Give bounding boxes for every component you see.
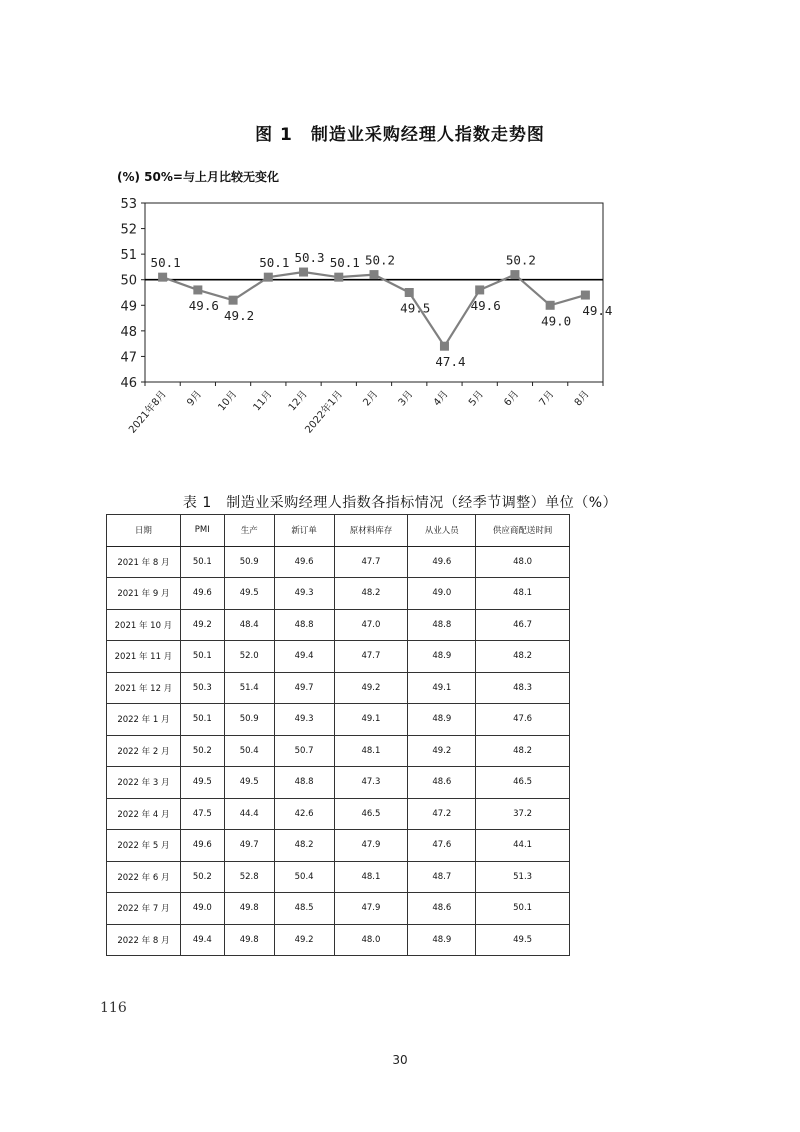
cell-employment: 48.6 [408, 893, 476, 925]
data-point [193, 285, 202, 294]
cell-production: 49.8 [224, 924, 274, 956]
cell-new-orders: 49.3 [274, 704, 334, 736]
x-tick-label: 2022年1月 [303, 388, 346, 436]
cell-raw-materials: 47.0 [334, 609, 408, 641]
pmi-line-chart [0, 185, 800, 465]
cell-pmi: 50.3 [180, 672, 224, 704]
y-tick-label: 52 [120, 222, 137, 238]
cell-new-orders: 42.6 [274, 798, 334, 830]
header-new-orders: 新订单 [274, 515, 334, 547]
data-label: 49.5 [400, 300, 431, 316]
data-label: 50.2 [364, 252, 396, 268]
cell-production: 52.8 [224, 861, 274, 893]
cell-raw-materials: 47.7 [334, 546, 408, 578]
x-tick-label: 8月 [572, 388, 592, 409]
cell-raw-materials: 47.9 [334, 830, 408, 862]
data-point [581, 291, 590, 300]
cell-production: 50.4 [224, 735, 274, 767]
header-employment: 从业人员 [408, 515, 476, 547]
cell-pmi: 49.2 [180, 609, 224, 641]
x-tick-label: 11月 [251, 388, 275, 414]
table-row [107, 830, 570, 862]
data-point [510, 270, 519, 279]
data-point [334, 273, 343, 282]
y-tick-label: 47 [120, 350, 137, 366]
pmi-indicator-table [106, 514, 570, 956]
cell-raw-materials: 48.0 [334, 924, 408, 956]
cell-date: 2021 年 9 月 [107, 578, 181, 610]
cell-employment: 49.6 [408, 546, 476, 578]
header-date: 日期 [107, 515, 181, 547]
y-tick-label: 46 [120, 376, 137, 391]
cell-new-orders: 49.2 [274, 924, 334, 956]
x-tick-label: 3月 [396, 388, 416, 409]
cell-pmi: 50.1 [180, 641, 224, 673]
x-tick-label: 4月 [431, 388, 451, 409]
cell-supplier-delivery: 37.2 [476, 798, 570, 830]
data-point [158, 273, 167, 282]
table-row [107, 609, 570, 641]
cell-new-orders: 50.7 [274, 735, 334, 767]
cell-supplier-delivery: 48.2 [476, 641, 570, 673]
data-label: 49.2 [224, 308, 255, 324]
cell-raw-materials: 48.1 [334, 861, 408, 893]
data-label: 50.1 [329, 255, 360, 271]
table-row [107, 546, 570, 578]
cell-date: 2021 年 11 月 [107, 641, 181, 673]
data-label: 50.2 [505, 252, 536, 268]
cell-new-orders: 48.2 [274, 830, 334, 862]
cell-date: 2021 年 10 月 [107, 609, 181, 641]
data-point [546, 301, 555, 310]
cell-employment: 48.6 [408, 767, 476, 799]
data-point [264, 273, 273, 282]
cell-raw-materials: 47.3 [334, 767, 408, 799]
cell-date: 2022 年 5 月 [107, 830, 181, 862]
header-pmi: PMI [180, 515, 224, 547]
cell-date: 2022 年 8 月 [107, 924, 181, 956]
cell-date: 2021 年 12 月 [107, 672, 181, 704]
cell-date: 2022 年 1 月 [107, 704, 181, 736]
cell-production: 49.8 [224, 893, 274, 925]
cell-employment: 49.1 [408, 672, 476, 704]
data-point [299, 268, 308, 277]
cell-employment: 49.2 [408, 735, 476, 767]
cell-raw-materials: 47.9 [334, 893, 408, 925]
table-row [107, 924, 570, 956]
cell-supplier-delivery: 46.5 [476, 767, 570, 799]
cell-date: 2021 年 8 月 [107, 546, 181, 578]
cell-production: 44.4 [224, 798, 274, 830]
cell-new-orders: 48.5 [274, 893, 334, 925]
cell-production: 50.9 [224, 546, 274, 578]
cell-date: 2022 年 6 月 [107, 861, 181, 893]
cell-date: 2022 年 4 月 [107, 798, 181, 830]
table-caption: 表 1 制造业采购经理人指数各指标情况（经季节调整）单位（%） [182, 495, 618, 511]
cell-new-orders: 50.4 [274, 861, 334, 893]
x-tick-label: 9月 [185, 388, 205, 409]
data-point [405, 288, 414, 297]
cell-employment: 48.8 [408, 609, 476, 641]
header-production: 生产 [224, 515, 274, 547]
cell-supplier-delivery: 48.0 [476, 546, 570, 578]
cell-production: 49.5 [224, 767, 274, 799]
table-row [107, 641, 570, 673]
cell-pmi: 49.4 [180, 924, 224, 956]
y-tick-label: 51 [120, 248, 137, 264]
table-row [107, 704, 570, 736]
table-row [107, 767, 570, 799]
cell-pmi: 50.1 [180, 704, 224, 736]
cell-employment: 48.9 [408, 641, 476, 673]
cell-employment: 47.6 [408, 830, 476, 862]
page-number: 30 [392, 1053, 408, 1067]
cell-pmi: 49.5 [180, 767, 224, 799]
cell-production: 48.4 [224, 609, 274, 641]
cell-supplier-delivery: 48.1 [476, 578, 570, 610]
cell-new-orders: 49.3 [274, 578, 334, 610]
data-point [475, 285, 484, 294]
data-point [370, 270, 379, 279]
cell-pmi: 49.6 [180, 830, 224, 862]
cell-production: 49.7 [224, 830, 274, 862]
x-tick-label: 2021年8月 [127, 388, 169, 436]
cell-raw-materials: 48.1 [334, 735, 408, 767]
y-tick-label: 49 [120, 299, 137, 315]
table-body [107, 546, 570, 956]
page-margin-number: 116 [100, 1000, 127, 1016]
cell-raw-materials: 48.2 [334, 578, 408, 610]
x-tick-label: 10月 [216, 388, 240, 414]
table-row [107, 578, 570, 610]
cell-production: 52.0 [224, 641, 274, 673]
cell-pmi: 50.1 [180, 546, 224, 578]
cell-new-orders: 48.8 [274, 767, 334, 799]
cell-supplier-delivery: 51.3 [476, 861, 570, 893]
data-label: 50.1 [150, 255, 181, 271]
cell-new-orders: 49.6 [274, 546, 334, 578]
y-tick-label: 50 [120, 273, 137, 289]
data-label: 50.3 [294, 250, 325, 266]
cell-supplier-delivery: 48.2 [476, 735, 570, 767]
data-label: 49.6 [470, 297, 501, 313]
cell-supplier-delivery: 44.1 [476, 830, 570, 862]
cell-supplier-delivery: 48.3 [476, 672, 570, 704]
data-label: 47.4 [435, 354, 466, 370]
y-tick-label: 53 [120, 197, 137, 212]
cell-employment: 48.9 [408, 704, 476, 736]
cell-supplier-delivery: 49.5 [476, 924, 570, 956]
cell-pmi: 50.2 [180, 735, 224, 767]
cell-date: 2022 年 3 月 [107, 767, 181, 799]
cell-supplier-delivery: 46.7 [476, 609, 570, 641]
data-label: 49.6 [188, 297, 219, 313]
table-row [107, 861, 570, 893]
data-label: 49.0 [541, 313, 572, 329]
header-raw-materials: 原材料库存 [334, 515, 408, 547]
data-label: 49.4 [582, 303, 613, 319]
table-row [107, 893, 570, 925]
cell-production: 49.5 [224, 578, 274, 610]
cell-production: 51.4 [224, 672, 274, 704]
cell-employment: 47.2 [408, 798, 476, 830]
x-tick-label: 6月 [502, 388, 522, 409]
x-tick-label: 2月 [361, 388, 381, 409]
cell-supplier-delivery: 47.6 [476, 704, 570, 736]
cell-pmi: 49.6 [180, 578, 224, 610]
cell-raw-materials: 49.2 [334, 672, 408, 704]
table-header-row [107, 515, 570, 547]
header-supplier-delivery: 供应商配送时间 [476, 515, 570, 547]
x-tick-label: 7月 [537, 388, 557, 409]
data-point [229, 296, 238, 305]
table-row [107, 798, 570, 830]
x-tick-label: 5月 [467, 388, 486, 409]
y-tick-label: 48 [120, 324, 137, 340]
data-label: 50.1 [259, 255, 290, 271]
cell-date: 2022 年 2 月 [107, 735, 181, 767]
data-point [440, 342, 449, 351]
cell-employment: 48.7 [408, 861, 476, 893]
x-tick-label: 12月 [286, 388, 310, 414]
table-row [107, 735, 570, 767]
cell-employment: 49.0 [408, 578, 476, 610]
table-row [107, 672, 570, 704]
cell-new-orders: 49.4 [274, 641, 334, 673]
figure-title: 图 1 制造业采购经理人指数走势图 [255, 125, 545, 145]
cell-pmi: 50.2 [180, 861, 224, 893]
cell-raw-materials: 49.1 [334, 704, 408, 736]
cell-production: 50.9 [224, 704, 274, 736]
cell-supplier-delivery: 50.1 [476, 893, 570, 925]
cell-pmi: 47.5 [180, 798, 224, 830]
chart-unit-note: (%) 50%=与上月比较无变化 [117, 170, 279, 184]
cell-date: 2022 年 7 月 [107, 893, 181, 925]
cell-raw-materials: 46.5 [334, 798, 408, 830]
cell-pmi: 49.0 [180, 893, 224, 925]
cell-raw-materials: 47.7 [334, 641, 408, 673]
cell-new-orders: 49.7 [274, 672, 334, 704]
cell-employment: 48.9 [408, 924, 476, 956]
cell-new-orders: 48.8 [274, 609, 334, 641]
